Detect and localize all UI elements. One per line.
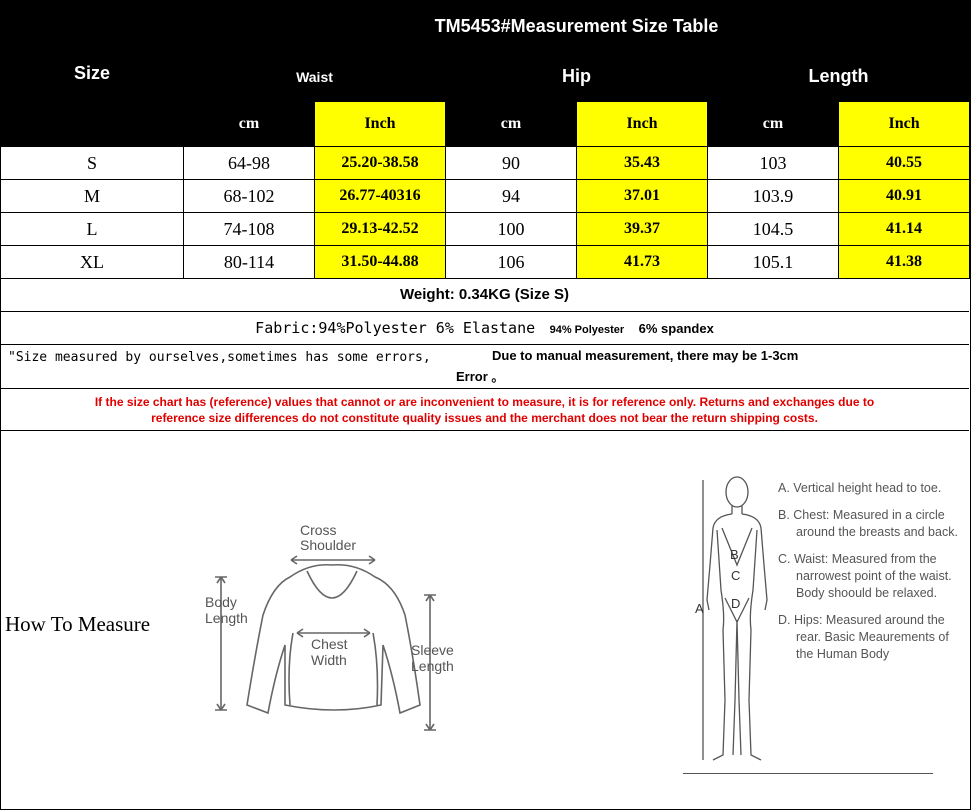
length-cm-header: cm — [708, 102, 839, 147]
warning-note — [0, 389, 969, 431]
hip-inch-header: Inch — [577, 102, 708, 147]
size-table — [0, 0, 970, 279]
waist-inch-cell: 31.50-44.88 — [315, 246, 446, 279]
sleeve-length-label-1: Sleeve — [411, 642, 454, 658]
length-inch-cell: 40.55 — [839, 147, 970, 180]
length-header: Length — [708, 52, 970, 102]
measure-note-b: Due to manual measurement, there may be 1-3cm — [492, 348, 799, 363]
hip-inch-cell: 41.73 — [577, 246, 708, 279]
hip-header: Hip — [446, 52, 708, 102]
hip-inch-cell: 37.01 — [577, 180, 708, 213]
table-row — [1, 213, 970, 246]
body-length-label-1: Body — [205, 594, 237, 610]
measure-note-a: "Size measured by ourselves,sometimes has some errors, — [8, 350, 431, 365]
body-length-label-2: Length — [205, 610, 248, 626]
legend-b: B. Chest: Measured in a circle around the breasts and back. — [778, 508, 958, 539]
figure-label-b: B — [730, 547, 739, 562]
size-cell: S — [1, 147, 184, 180]
size-cell: L — [1, 213, 184, 246]
sleeve-length-label-2: Length — [411, 658, 454, 674]
legend-d: D. Hips: Measured around the rear. Basic Meaurements of the Human Body — [778, 613, 949, 661]
waist-inch-cell: 25.20-38.58 — [315, 147, 446, 180]
length-inch-cell: 41.14 — [839, 213, 970, 246]
waist-header: Waist — [184, 52, 446, 102]
hip-cm-cell: 106 — [446, 246, 577, 279]
length-cm-cell: 103.9 — [708, 180, 839, 213]
waist-cm-cell: 74-108 — [184, 213, 315, 246]
length-inch-cell: 40.91 — [839, 180, 970, 213]
how-to-measure-label: How To Measure — [5, 612, 151, 636]
size-cell: M — [1, 180, 184, 213]
fabric-note — [0, 312, 969, 345]
figure-label-c: C — [731, 568, 741, 583]
size-cell: XL — [1, 246, 184, 279]
table-title: TM5453#Measurement Size Table — [184, 1, 970, 52]
waist-inch-header: Inch — [315, 102, 446, 147]
chest-width-label-2: Width — [311, 652, 347, 668]
hip-cm-cell: 100 — [446, 213, 577, 246]
length-cm-cell: 103 — [708, 147, 839, 180]
sweater-diagram — [195, 515, 475, 745]
length-cm-cell: 104.5 — [708, 213, 839, 246]
hip-inch-cell: 35.43 — [577, 147, 708, 180]
measurement-legend — [778, 480, 968, 673]
waist-cm-cell: 64-98 — [184, 147, 315, 180]
length-inch-header: Inch — [839, 102, 970, 147]
table-row — [1, 246, 970, 279]
chest-width-label-1: Chest — [311, 636, 348, 652]
fabric-spandex: 6% spandex — [638, 321, 714, 336]
waist-inch-cell: 29.13-42.52 — [315, 213, 446, 246]
hip-cm-cell: 94 — [446, 180, 577, 213]
hip-cm-header: cm — [446, 102, 577, 147]
measurement-note — [0, 345, 969, 389]
waist-inch-cell: 26.77-40316 — [315, 180, 446, 213]
waist-cm-header: cm — [184, 102, 315, 147]
warning-line-1: If the size chart has (reference) values that cannot or are inconvenient to measure, it is for reference only. Returns and exchanges due to — [94, 395, 875, 409]
warning-line-2: reference size differences do not constitute quality issues and the merchant does not bear the return shipping costs. — [151, 411, 818, 425]
cross-shoulder-label-1: Cross — [300, 522, 337, 538]
measure-note-c: Error 。 — [456, 369, 505, 384]
figure-baseline — [683, 773, 933, 774]
table-row — [1, 147, 970, 180]
fabric-polyester: 94% Polyester — [549, 324, 625, 336]
figure-label-d: D — [731, 596, 741, 611]
legend-a: A. Vertical height head to toe. — [778, 481, 942, 495]
hip-inch-cell: 39.37 — [577, 213, 708, 246]
length-inch-cell: 41.38 — [839, 246, 970, 279]
hip-cm-cell: 90 — [446, 147, 577, 180]
length-cm-cell: 105.1 — [708, 246, 839, 279]
cross-shoulder-label-2: Shoulder — [300, 537, 357, 553]
legend-c: C. Waist: Measured from the narrowest point of the waist. Body shoould be relaxed. — [778, 552, 952, 600]
size-header: Size — [1, 1, 184, 147]
figure-label-a: A — [695, 601, 704, 616]
waist-cm-cell: 80-114 — [184, 246, 315, 279]
human-body-figure — [685, 470, 780, 770]
fabric-main: Fabric:94%Polyester 6% Elastane — [255, 319, 536, 337]
weight-note: Weight: 0.34KG (Size S) — [0, 279, 969, 312]
waist-cm-cell: 68-102 — [184, 180, 315, 213]
table-row — [1, 180, 970, 213]
